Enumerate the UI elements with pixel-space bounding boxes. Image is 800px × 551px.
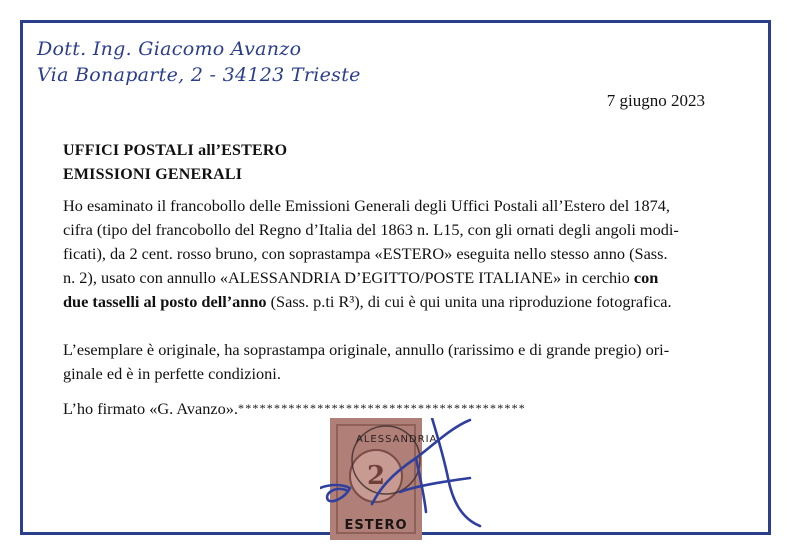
text-line: Ho esaminato il francobollo delle Emissioni Generali degli Uffici Postali all’Estero del 1874, [63,196,670,215]
postmark-text: ALESSANDRIA [356,434,438,445]
stamp-numeral: 2 [366,461,386,491]
text-line: ficati), da 2 cent. rosso bruno, con soprastampa «ESTERO» eseguita nello stesso anno (Sass. [63,244,668,263]
text-segment: n. 2), usato con annullo «ALESSANDRIA D’EGITTO/POSTE ITALIANE» in cerchio [63,268,634,287]
heading-emissioni-generali: EMISSIONI GENERALI [63,166,243,183]
text-line [63,266,723,290]
letterhead-name: Dott. Ing. Giacomo Avanzo [37,38,302,60]
text-line: L’esemplare è originale, ha soprastampa originale, annullo (rarissimo e di grande pregio) ori- [63,340,670,359]
signature-statement-text: L’ho firmato «G. Avanzo». [63,399,238,418]
heading-uffici-postali: UFFICI POSTALI all’ESTERO [63,142,288,159]
description-paragraph [63,194,723,314]
bold-text: due tasselli al posto dell’anno [63,292,267,311]
stamp-overprint: ESTERO [344,518,408,533]
star-filler: **************************************** [238,401,526,415]
stamp-image [320,418,500,543]
letterhead [31,32,361,92]
condition-paragraph [63,338,723,386]
text-line: cifra (tipo del francobollo del Regno d’Italia del 1863 n. L15, con gli ornati degli angoli modi- [63,220,679,239]
certificate-date: 7 giugno 2023 [606,91,705,110]
text-line [63,290,723,314]
text-segment: (Sass. p.ti R³), di cui è qui unita una riproduzione fotografica. [266,292,672,311]
bold-text: con [633,268,659,287]
text-line: ginale ed è in perfette condizioni. [63,364,281,383]
stamp-photo [320,418,500,543]
letterhead-address: Via Bonaparte, 2 - 34123 Trieste [37,64,361,86]
